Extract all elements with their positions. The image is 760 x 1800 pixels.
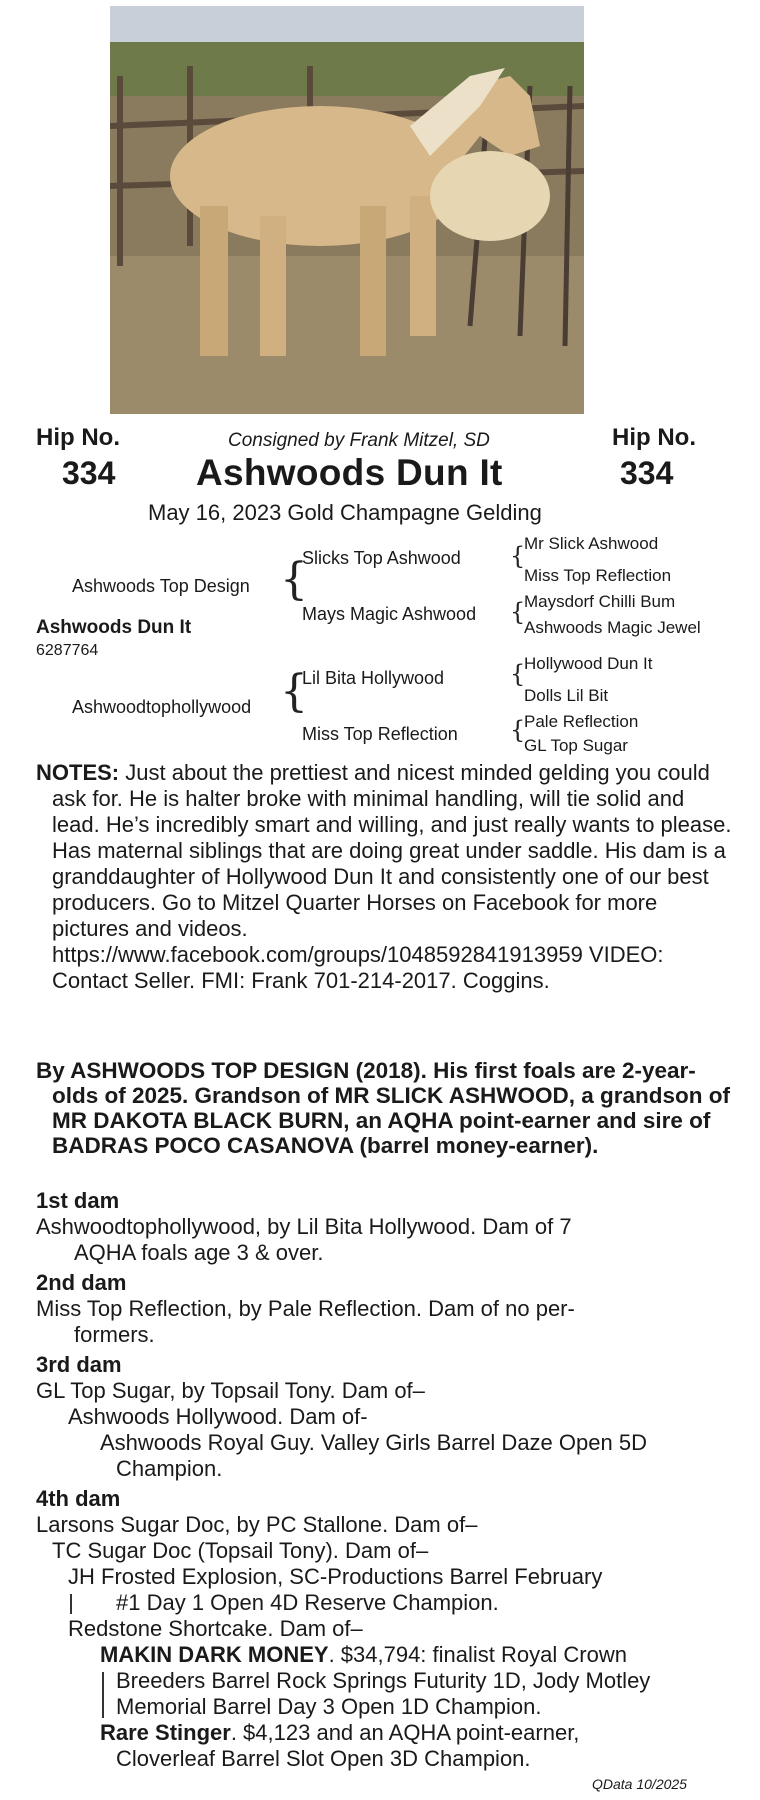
- horse-photo: [110, 6, 584, 414]
- first-dam-line: Ashwoodtophollywood, by Lil Bita Hollywood. Dam of 7: [36, 1214, 572, 1239]
- hip-number-left: 334: [62, 455, 116, 491]
- fourth-dam-line: TC Sugar Doc (Topsail Tony). Dam of–: [52, 1538, 429, 1563]
- first-dam-line: AQHA foals age 3 & over.: [74, 1240, 324, 1265]
- money-earner-details: . $34,794: finalist Royal Crown: [328, 1642, 627, 1667]
- pedigree-ggp: Ashwoods Magic Jewel: [524, 618, 701, 637]
- fourth-dam-line: Redstone Shortcake. Dam of–: [68, 1616, 363, 1641]
- third-dam-line: Ashwoods Hollywood. Dam of-: [68, 1404, 368, 1429]
- second-dam-line: Miss Top Reflection, by Pale Reflection. Dam of no per-: [36, 1296, 575, 1321]
- pedigree-ggp: GL Top Sugar: [524, 736, 628, 755]
- hip-number-right: 334: [620, 455, 674, 491]
- fourth-dam-line: #1 Day 1 Open 4D Reserve Champion.: [116, 1590, 499, 1615]
- horse-name: Ashwoods Dun It: [196, 452, 503, 493]
- pedigree-subject: Ashwoods Dun It: [36, 617, 192, 638]
- fourth-dam-line: JH Frosted Explosion, SC-Productions Barrel February: [68, 1564, 603, 1589]
- notes-heading: NOTES:: [36, 760, 120, 785]
- pedigree-ggp: Dolls Lil Bit: [524, 686, 609, 705]
- fourth-dam-line: Cloverleaf Barrel Slot Open 3D Champion.: [116, 1746, 531, 1771]
- fourth-dam-line: [100, 1720, 579, 1746]
- indent-bar: [70, 1594, 72, 1614]
- hip-label-right: Hip No.: [612, 424, 696, 451]
- pedigree-brace: {: [280, 666, 308, 717]
- second-dam-line: formers.: [74, 1322, 155, 1347]
- notes-paragraph: [36, 760, 736, 994]
- pedigree-ggp: Pale Reflection: [524, 712, 639, 731]
- pedigree-sire: Ashwoods Top Design: [72, 576, 250, 596]
- pedigree-dam-dam: Miss Top Reflection: [302, 724, 458, 744]
- sire-paragraph: By ASHWOODS TOP DESIGN (2018). His first foals are 2-year-olds of 2025. Grandson of MR SLICK ASHWOOD, a grandson of MR DAKOTA BLACK BURN, an AQHA point-earner and sire of BADRAS POCO CASANOVA (barrel money-earner).: [36, 1058, 730, 1158]
- first-dam-heading: 1st dam: [36, 1188, 120, 1213]
- third-dam-line: GL Top Sugar, by Topsail Tony. Dam of–: [36, 1378, 425, 1403]
- notes-text: Just about the prettiest and nicest minded gelding you could ask for. He is halter broke with minimal handling, will tie solid and lead. He’s incredibly smart and willing, and just really wants to please. Has maternal siblings that are doing great under saddle. His dam is a granddaughter of Hollywood Dun It and consistently one of our best producers. Go to Mitzel Quarter Horses on Facebook for more pictures and videos. https://www.facebook.com/groups/1048592841913959 VIDEO: Contact Seller. FMI: Frank 701-214-2017. Coggins.: [52, 760, 732, 993]
- third-dam-line: Ashwoods Royal Guy. Valley Girls Barrel Daze Open 5D: [100, 1430, 647, 1455]
- foaling-info: May 16, 2023 Gold Champagne Gelding: [148, 500, 542, 525]
- money-earner-name: Rare Stinger: [100, 1720, 231, 1745]
- indent-bar: [102, 1672, 104, 1718]
- fourth-dam-line: [100, 1642, 627, 1668]
- third-dam-line: Champion.: [116, 1456, 223, 1481]
- pedigree-brace: {: [510, 598, 526, 626]
- fourth-dam-line: Larsons Sugar Doc, by PC Stallone. Dam of–: [36, 1512, 478, 1537]
- second-dam-heading: 2nd dam: [36, 1270, 127, 1295]
- pedigree-ggp: Mr Slick Ashwood: [524, 534, 659, 553]
- money-earner-details: . $4,123 and an AQHA point-earner,: [230, 1720, 580, 1745]
- pedigree-brace: {: [510, 660, 526, 688]
- fourth-dam-line: Breeders Barrel Rock Springs Futurity 1D, Jody Motley: [116, 1668, 651, 1693]
- pedigree-ggp: Hollywood Dun It: [524, 654, 653, 673]
- pedigree-brace: {: [510, 716, 526, 744]
- fourth-dam-heading: 4th dam: [36, 1486, 121, 1511]
- fourth-dam-line: Memorial Barrel Day 3 Open 1D Champion.: [116, 1694, 542, 1719]
- pedigree-sire-sire: Slicks Top Ashwood: [302, 548, 461, 568]
- pedigree-dam-sire: Lil Bita Hollywood: [302, 668, 445, 688]
- consignor: Consigned by Frank Mitzel, SD: [228, 430, 490, 451]
- third-dam-heading: 3rd dam: [36, 1352, 122, 1377]
- hip-label-left: Hip No.: [36, 424, 120, 451]
- money-earner-name: MAKIN DARK MONEY: [100, 1642, 329, 1667]
- pedigree-ggp: Miss Top Reflection: [524, 566, 672, 585]
- pedigree-brace: {: [510, 542, 526, 570]
- pedigree-dam: Ashwoodtophollywood: [72, 697, 252, 717]
- pedigree-ggp: Maysdorf Chilli Bum: [524, 592, 676, 611]
- pedigree-sire-dam: Mays Magic Ashwood: [302, 604, 477, 624]
- pedigree-brace: {: [280, 554, 308, 605]
- registration-number: 6287764: [36, 642, 99, 659]
- data-source-footer: QData 10/2025: [592, 1776, 687, 1792]
